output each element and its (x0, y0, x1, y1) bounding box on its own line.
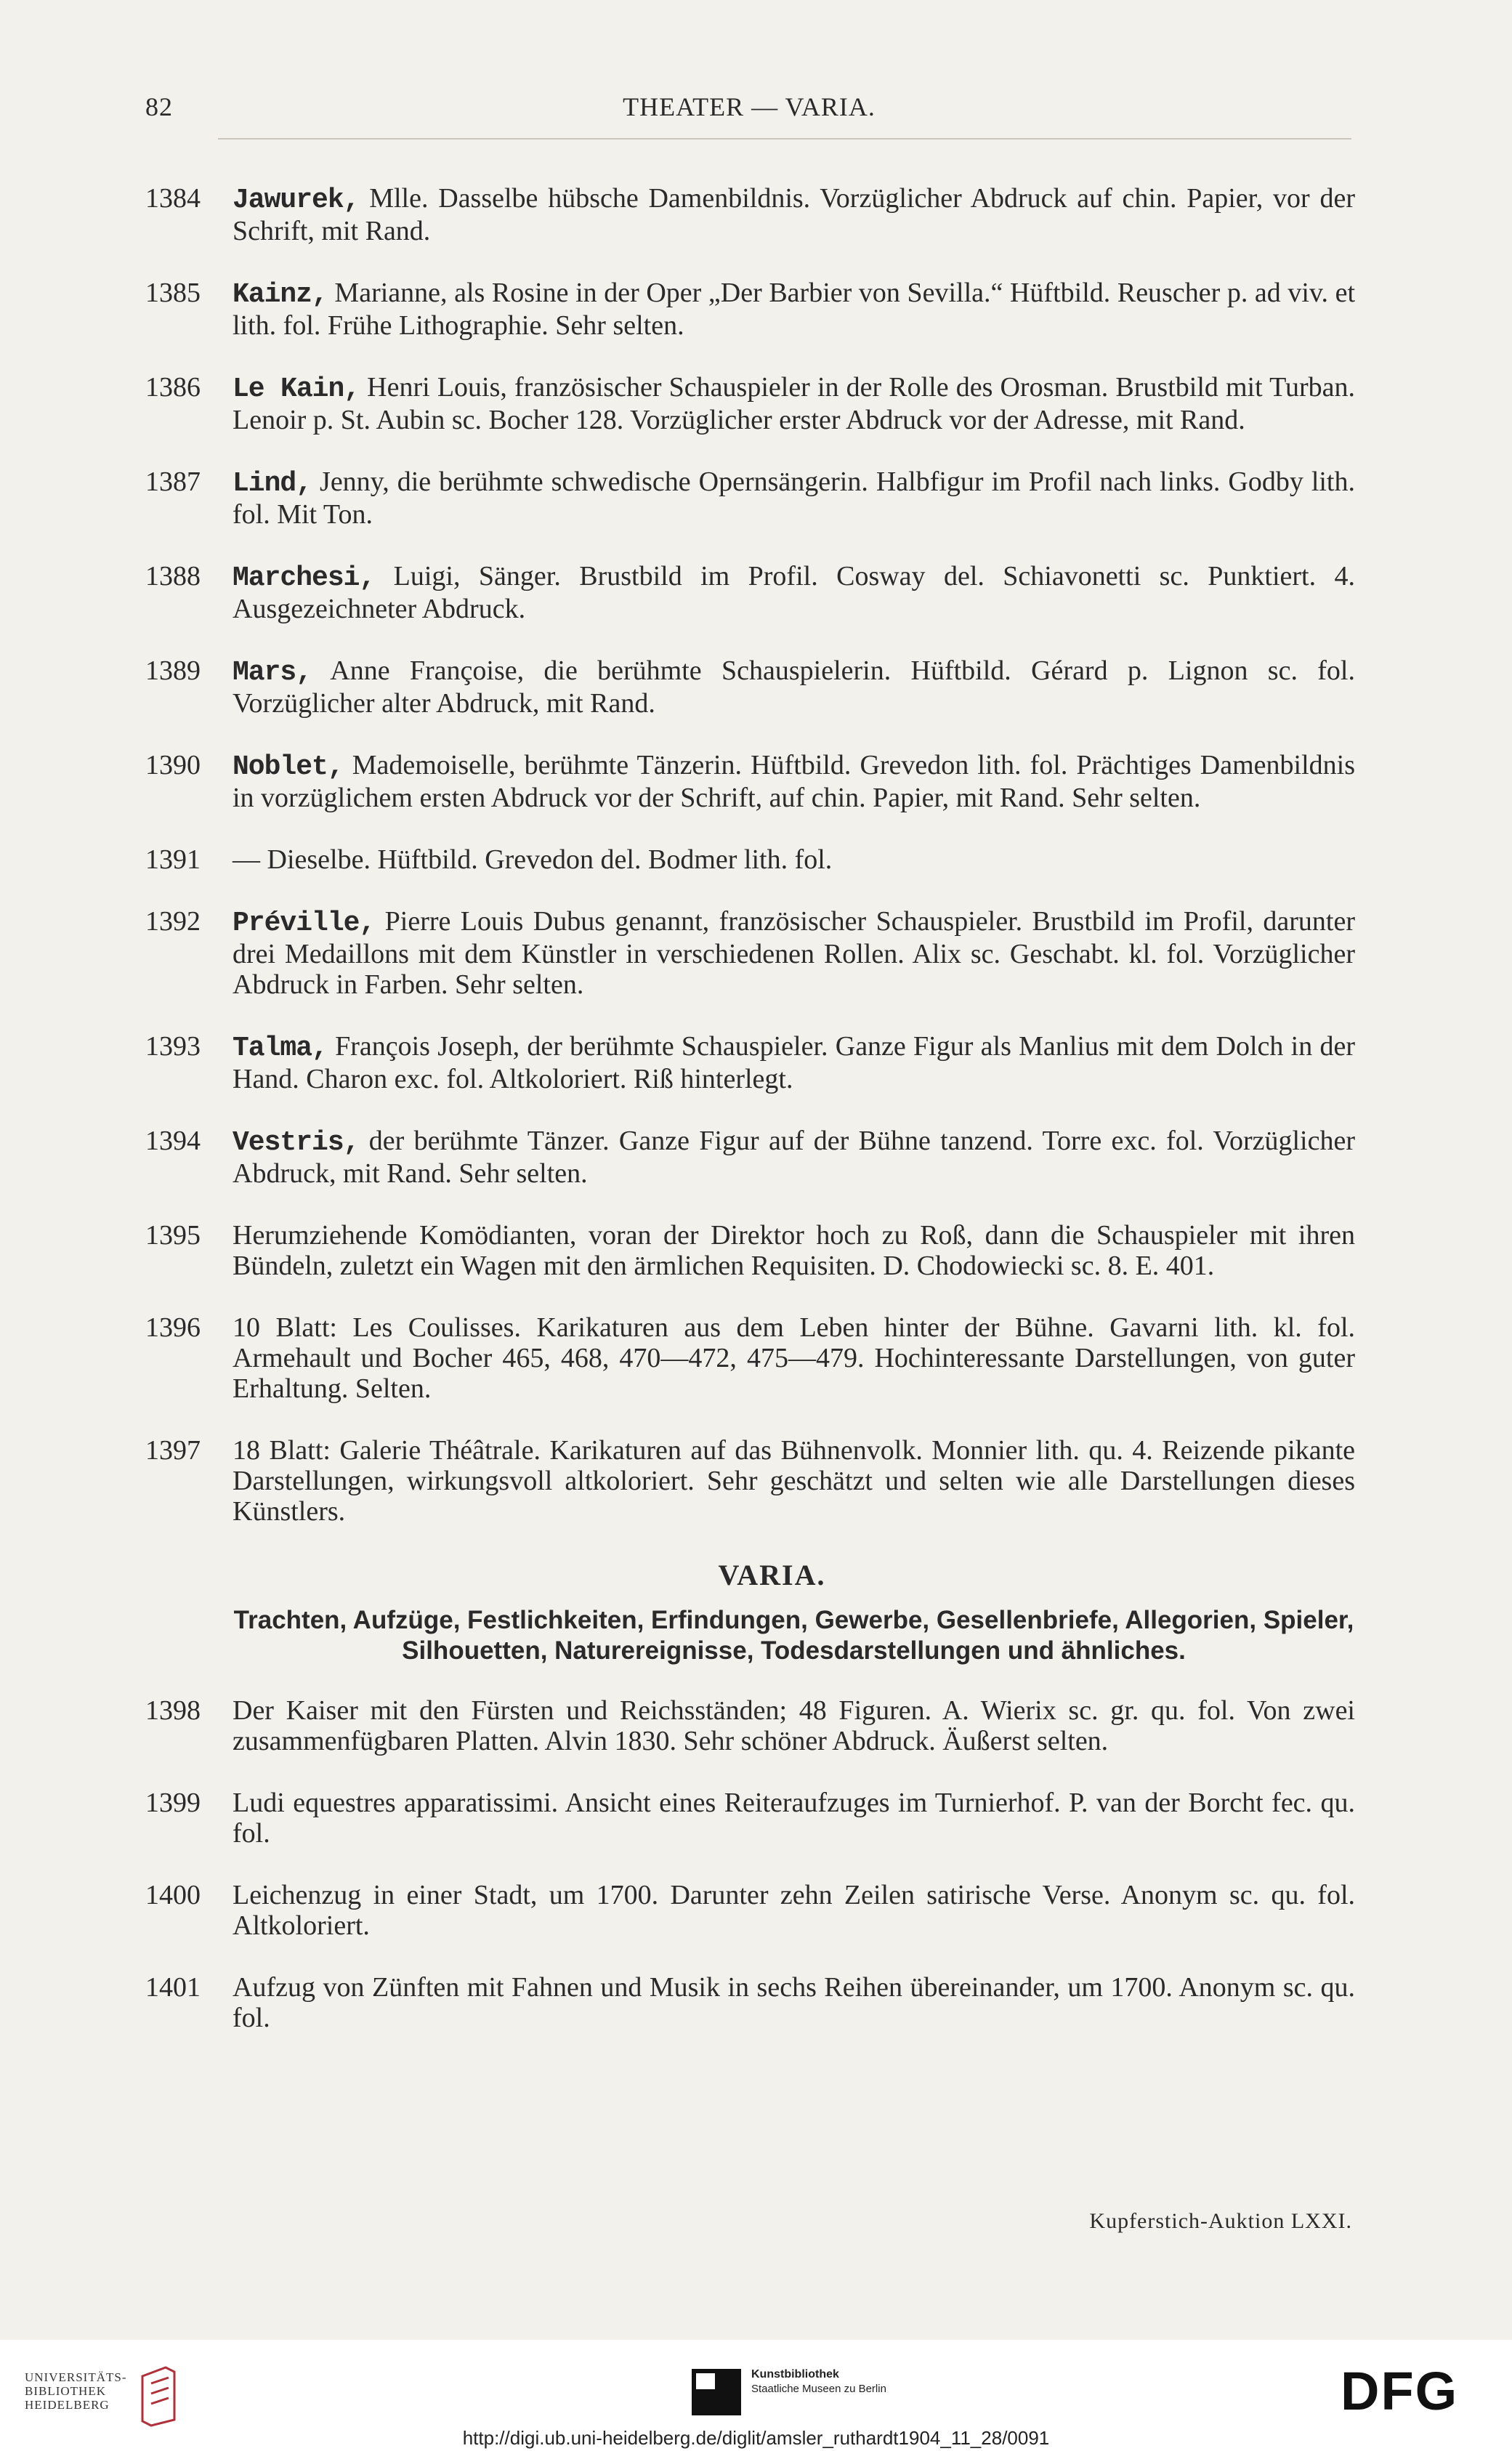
entry-description: 18 Blatt: Galerie Théâtrale. Karikaturen auf das Bühnenvolk. Monnier lith. qu. 4. Reizende pikante Darstellungen, wirkungsvoll altkoloriert. Sehr geschätzt und selten wie alle Darstellungen dieses Künstlers. (233, 1435, 1355, 1527)
catalog-entry (145, 1312, 1355, 1404)
entry-text (233, 1788, 1355, 1849)
catalog-entry (145, 183, 1355, 246)
university-line-1: UNIVERSITÄTS- (25, 2370, 127, 2384)
theater-entries (145, 183, 1355, 1527)
entry-description: Der Kaiser mit den Fürsten und Reichsständen; 48 Figuren. A. Wierix sc. gr. qu. fol. Von zwei zusammenfügbaren Platten. Alvin 1830. Sehr schöner Abdruck. Äußerst selten. (233, 1695, 1355, 1756)
entry-number: 1400 (145, 1880, 201, 1910)
catalog-entry (145, 1435, 1355, 1527)
kunstbibliothek-text (751, 2367, 886, 2397)
catalog-entry (145, 906, 1355, 1000)
entry-text (233, 278, 1355, 341)
entry-description: 10 Blatt: Les Coulisses. Karikaturen aus dem Leben hinter der Bühne. Gavarni lith. kl. fol. Armehault und Bocher 465, 468, 470—472, 475—479. Hochinteressante Darstellungen, von guter Erhaltung. Selten. (233, 1312, 1355, 1404)
page-header (145, 92, 1353, 135)
university-line-2: BIBLIOTHEK (25, 2384, 106, 2398)
entry-number: 1388 (145, 561, 201, 591)
entry-text (233, 1126, 1355, 1189)
catalog-entry (145, 1695, 1355, 1756)
entry-name: Lind, (233, 468, 312, 499)
entry-number: 1393 (145, 1031, 201, 1062)
kunstbibliothek-logo-icon (689, 2365, 744, 2420)
permalink-url[interactable]: http://digi.ub.uni-heidelberg.de/diglit/amsler_ruthardt1904_11_28/0091 (462, 2427, 1050, 2449)
entry-description: Anne Françoise, die berühmte Schauspielerin. Hüftbild. Gérard p. Lignon sc. fol. Vorzüglicher alter Abdruck, mit Rand. (233, 655, 1355, 719)
catalog-entry (145, 844, 1355, 875)
entry-description: der berühmte Tänzer. Ganze Figur auf der Bühne tanzend. Torre exc. fol. Vorzüglicher Abdruck, mit Rand. Sehr selten. (233, 1126, 1355, 1189)
entry-description: Herumziehende Komödianten, voran der Direktor hoch zu Roß, dann die Schauspieler mit ihren Bündeln, zuletzt ein Wagen mit den ärmlichen Requisiten. D. Chodowiecki sc. 8. E. 401. (233, 1220, 1355, 1281)
catalog-entry (145, 655, 1355, 719)
entry-number: 1391 (145, 844, 201, 875)
entry-text (233, 1220, 1355, 1281)
entry-number: 1397 (145, 1435, 201, 1466)
running-title: THEATER — VARIA. (623, 92, 876, 121)
entry-text (233, 1031, 1355, 1094)
catalog-entry (145, 1220, 1355, 1281)
footnote: Kupferstich-Auktion LXXI. (1089, 2209, 1352, 2233)
entry-number: 1390 (145, 750, 201, 780)
entry-text (233, 467, 1355, 530)
catalog-entry (145, 1788, 1355, 1849)
entry-text (233, 1435, 1355, 1527)
footer-bar (0, 2340, 1512, 2451)
entry-text (233, 183, 1355, 246)
entry-name: Noblet, (233, 751, 344, 783)
entry-name: Kainz, (233, 279, 328, 310)
entry-text (233, 1695, 1355, 1756)
page-number: 82 (145, 92, 173, 121)
entry-description: Pierre Louis Dubus genannt, französischer Schauspieler. Brustbild im Profil, darunter drei Medaillons mit dem Künstler in verschiedenen Rollen. Alix sc. Geschabt. kl. fol. Vorzüglicher Abdruck in Farben. Sehr selten. (233, 906, 1355, 1000)
catalog-entry (145, 750, 1355, 813)
entry-number: 1401 (145, 1972, 201, 2003)
entry-number: 1396 (145, 1312, 201, 1343)
kb-sub: Staatliche Museen zu Berlin (751, 2383, 886, 2395)
entry-number: 1392 (145, 906, 201, 937)
entry-name: Vestris, (233, 1127, 360, 1158)
entry-number: 1399 (145, 1788, 201, 1818)
entry-text (233, 561, 1355, 624)
kb-name: Kunstbibliothek (751, 2368, 839, 2381)
entry-description: Aufzug von Zünften mit Fahnen und Musik in sechs Reihen übereinander, um 1700. Anonym sc. qu. fol. (233, 1972, 1355, 2033)
entry-text (233, 372, 1355, 435)
entry-text (233, 844, 1355, 875)
catalog-entry (145, 1880, 1355, 1941)
entry-name: Jawurek, (233, 185, 360, 216)
entry-name: Talma, (233, 1033, 328, 1064)
entry-number: 1395 (145, 1220, 201, 1251)
catalog-entry (145, 372, 1355, 435)
entry-description: Leichenzug in einer Stadt, um 1700. Darunter zehn Zeilen satirische Verse. Anonym sc. qu. fol. Altkoloriert. (233, 1880, 1355, 1941)
header-rule (218, 138, 1351, 140)
entry-number: 1384 (145, 183, 201, 214)
section-subtitle: Trachten, Aufzüge, Festlichkeiten, Erfindungen, Gewerbe, Gesellenbriefe, Allegorien, Spieler, Silhouetten, Naturereignisse, Todesdarstellungen und ähnliches. (233, 1606, 1354, 1665)
entry-number: 1389 (145, 655, 201, 686)
catalog-entry (145, 278, 1355, 341)
entry-text (233, 655, 1355, 719)
entry-text (233, 750, 1355, 813)
university-line-3: HEIDELBERG (25, 2398, 110, 2412)
catalog-entry (145, 1031, 1355, 1094)
catalog-entry (145, 467, 1355, 530)
catalog-entry (145, 1126, 1355, 1189)
catalog-entry (145, 1972, 1355, 2033)
entry-text (233, 906, 1355, 1000)
entry-description: Mademoiselle, berühmte Tänzerin. Hüftbild. Grevedon lith. fol. Prächtiges Damenbildnis in vorzüglichem ersten Abdruck vor der Schrift, auf chin. Papier, mit Rand. Sehr selten. (233, 750, 1355, 813)
entry-description: — Dieselbe. Hüftbild. Grevedon del. Bodmer lith. fol. (233, 844, 833, 875)
entry-name: Mars, (233, 657, 312, 688)
entry-name: Préville, (233, 908, 376, 939)
entry-number: 1394 (145, 1126, 201, 1156)
catalog-entry (145, 561, 1355, 624)
catalog-entries (145, 183, 1355, 2064)
entry-name: Le Kain, (233, 373, 360, 405)
entry-number: 1387 (145, 467, 201, 497)
dfg-logo: DFG (1341, 2361, 1459, 2421)
entry-number: 1398 (145, 1695, 201, 1726)
entry-text (233, 1880, 1355, 1941)
varia-entries (145, 1695, 1355, 2033)
university-logo-icon (137, 2362, 180, 2427)
entry-number: 1386 (145, 372, 201, 403)
entry-name: Marchesi, (233, 562, 376, 594)
section-title: VARIA. (718, 1559, 826, 1591)
entry-description: Marianne, als Rosine in der Oper „Der Barbier von Sevilla.“ Hüftbild. Reuscher p. ad viv. et lith. fol. Frühe Lithographie. Sehr selten. (233, 278, 1355, 341)
entry-text (233, 1972, 1355, 2033)
entry-text (233, 1312, 1355, 1404)
entry-description: Henri Louis, französischer Schauspieler in der Rolle des Orosman. Brustbild mit Turban. Lenoir p. St. Aubin sc. Bocher 128. Vorzüglicher erster Abdruck vor der Adresse, mit Rand. (233, 372, 1355, 435)
entry-description: Ludi equestres apparatissimi. Ansicht eines Reiteraufzuges im Turnierhof. P. van der Borcht fec. qu. fol. (233, 1788, 1355, 1849)
entry-description: Jenny, die berühmte schwedische Opernsängerin. Halbfigur im Profil nach links. Godby lith. fol. Mit Ton. (233, 467, 1355, 530)
entry-description: François Joseph, der berühmte Schauspieler. Ganze Figur als Manlius mit dem Dolch in der Hand. Charon exc. fol. Altkoloriert. Riß hinterlegt. (233, 1031, 1355, 1094)
entry-number: 1385 (145, 278, 201, 308)
entry-description: Mlle. Dasselbe hübsche Damenbildnis. Vorzüglicher Abdruck auf chin. Papier, vor der Schrift, mit Rand. (233, 183, 1355, 246)
entry-description: Luigi, Sänger. Brustbild im Profil. Cosway del. Schiavonetti sc. Punktiert. 4. Ausgezeichneter Abdruck. (233, 561, 1355, 624)
